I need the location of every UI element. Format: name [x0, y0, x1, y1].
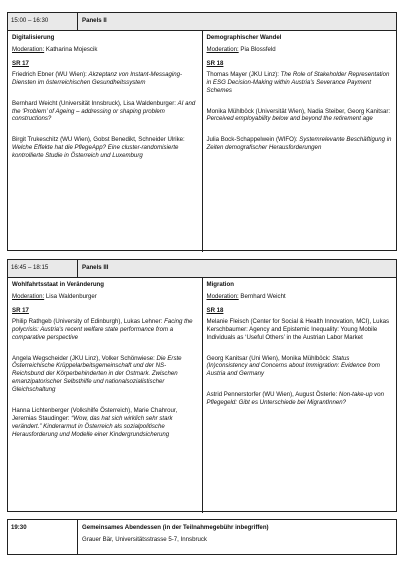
talk-item: Julia Bock-Schappelwein (WIFO): Systemrelevante Beschäftigung in Zeiten demografischer Herausforderungen [206, 136, 392, 152]
talk-item: Bernhard Weicht (Universität Innsbruck), Lisa Waldenburger: AI and the ‘Problem’ of Ageing – addressing or shaping problem constructions? [12, 99, 196, 123]
event-title: Gemeinsames Abendessen (in der Teilnahmegebühr inbegriffen) [82, 524, 269, 531]
event-time: 19:30 [8, 520, 78, 554]
panel-digitalisierung [8, 31, 202, 252]
moderation-line: Moderation: Pia Blossfeld [206, 45, 276, 53]
panel-migration [202, 278, 397, 513]
panel-demographischer-wandel [202, 31, 397, 252]
dinner-event [7, 519, 397, 555]
event-location: Grauer Bär, Universitätsstrasse 5-7, Innsbruck [82, 535, 207, 543]
room-label: SR 18 [206, 306, 224, 314]
moderation-line: Moderation: Katharina Mojescik [12, 45, 98, 53]
session-time: 15:00 – 16:30 [8, 13, 78, 30]
panel-title: Wohlfahrtsstaat in Veränderung [12, 281, 104, 288]
panel-wohlfahrtsstaat [8, 278, 202, 513]
talk-item: Thomas Mayer (JKU Linz): The Role of Stakeholder Representation in ESG Decision-Making within Austria's Severance Payment Schemes [206, 70, 390, 94]
session-panels-2 [7, 12, 397, 251]
session-time: 16:45 – 18:15 [8, 260, 78, 277]
session-title: Panels II [82, 17, 107, 24]
panel-title: Migration [206, 281, 234, 288]
panel-title: Digitalisierung [12, 34, 55, 41]
talk-item: Georg Kanitsar (Uni Wien), Monika Mühlböck: Status (In)consistency and Concerns about Immigration: Evidence from Austria and Germany [206, 354, 380, 378]
room-label: SR 18 [206, 59, 224, 67]
session-title: Panels III [82, 264, 109, 271]
panel-title: Demographischer Wandel [206, 34, 282, 41]
room-label: SR 17 [12, 306, 29, 314]
talk-item: Friedrich Ebner (WU Wien): Akzeptanz von Instant-Messaging-Diensten im österreichischen Gesundheitssystem [12, 70, 183, 86]
talk-item: Hanna Lichtenberger (Volkshilfe Österreich), Marie Chahrour, Jeremias Staudinger: “Wow, das hat sich wirklich sehr stark verändert.” Kinderarmut in Österreich als sozialpolitische Herausforderung und Modelle einer Kindergrundsicherung [12, 407, 178, 438]
talk-item: Angela Wegscheider (JKU Linz), Volker Schönwiese: Die Erste Österreichische Krüppelarbeitsgemeinschaft und der NS-Reichsbund der Körperbehinderten in der Ostmark. Zwischen emanzipatorischer Selbsthilfe und nationalsozialistischer Gleichschaltung [12, 354, 182, 394]
talk-item: Melanie Fleisch (Center for Social & Health Innovation, MCI), Lukas Kerschbaumer: Agency and Epistemic Inequality: Young Mobile Individuals as ‘Useful Others’ in the Austrian Labor Market [206, 317, 390, 341]
talk-item: Monika Mühlböck (Universität Wien), Nadia Steiber, Georg Kanitsar: Perceived employability below and beyond the retirement age [206, 107, 391, 123]
talk-item: Astrid Pennerstorfer (WU Wien), August Österle: Non-take-up von Pflegegeld: Gibt es Unterschiede bei MigrantInnen? [206, 391, 384, 407]
session-header [8, 260, 396, 278]
session-panels-3 [7, 259, 397, 512]
session-header [8, 13, 396, 31]
room-label: SR 17 [12, 59, 29, 67]
talk-item: Birgit Trukeschitz (WU Wien), Gobst Benedikt, Schneider Ulrike: Welche Effekte hat die PflegeApp? Eine cluster-randomisierte kontrollierte Studie in Österreich und Luxemburg [12, 136, 185, 160]
talk-item: Philip Rathgeb (University of Edinburgh), Lukas Lehner: Facing the polycrisis: Austria's recent welfare state performance from a comparative perspective [12, 317, 193, 341]
moderation-line: Moderation: Lisa Waldenburger [12, 292, 97, 300]
moderation-line: Moderation: Bernhard Weicht [206, 292, 286, 300]
